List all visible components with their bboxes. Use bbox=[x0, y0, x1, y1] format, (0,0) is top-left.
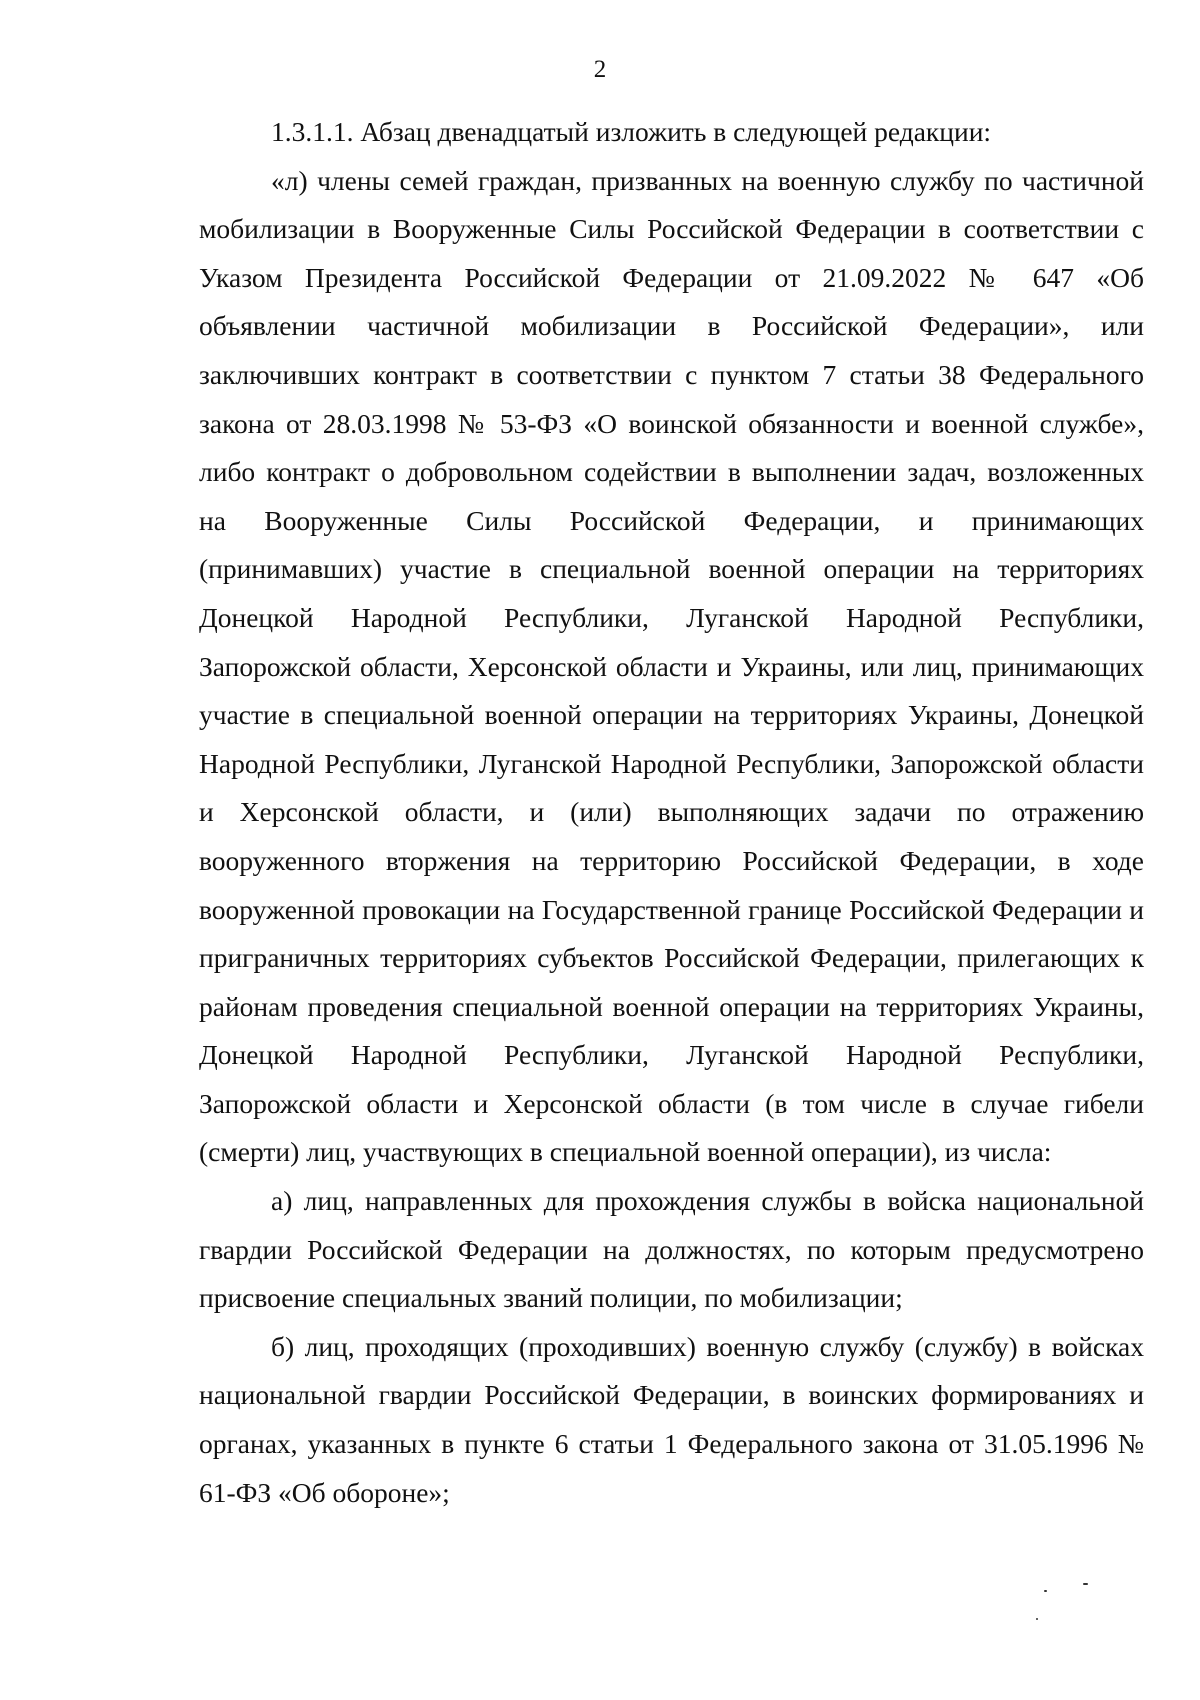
scan-speck bbox=[1083, 1583, 1088, 1585]
paragraph-item-b: б) лиц, проходящих (проходивших) военную службу (службу) в войсках национальной гвардии Российской Федерации, в воинских формированиях и органах, указанных в пункте 6 статьи 1 Федерального закона от 31.05.1996 № 61-ФЗ «Об обороне»; bbox=[199, 1330, 1144, 1508]
scan-speck bbox=[1044, 1590, 1047, 1592]
section-heading: 1.3.1.1. Абзац двенадцатый изложить в следующей редакции: bbox=[271, 116, 992, 147]
page-number: 2 bbox=[593, 56, 607, 83]
scan-speck bbox=[1036, 1618, 1038, 1620]
document-body bbox=[199, 108, 1144, 1517]
paragraph-family-members: «л) члены семей граждан, призванных на военную службу по частичной мобилизации в Вооруженные Силы Российской Федерации в соответствии с Указом Президента Российской Федерации от 21.09.2022 № 647 «Об объявлении частичной мобилизации в Российской Федерации», или заключивших контракт в соответствии с пунктом 7 статьи 38 Федерального закона от 28.03.1998 № 53-ФЗ «О воинской обязанности и военной службе», либо контракт о добровольном содействии в выполнении задач, возложенных на Вооруженные Силы Российской Федерации, и принимающих (принимавших) участие в специальной военной операции на территориях Донецкой Народной Республики, Луганской Народной Республики, Запорожской области, Херсонской области и Украины, или лиц, принимающих участие в специальной военной операции на территориях Украины, Донецкой Народной Республики, Луганской Народной Республики, Запорожской области и Херсонской области, и (или) выполняющих задачи по отражению вооруженного вторжения на территорию Российской Федерации, в ходе вооруженной провокации на Государственной границе Российской Федерации и приграничных территориях субъектов Российской Федерации, прилегающих к районам проведения специальной военной операции на территориях Украины, Донецкой Народной Республики, Луганской Народной Республики, Запорожской области и Херсонской области (в том числе в случае гибели (смерти) лиц, участвующих в специальной военной операции), из числа: bbox=[199, 164, 1144, 1168]
paragraph-item-a: а) лиц, направленных для прохождения службы в войска национальной гвардии Российской Федерации на должностях, по которым предусмотрено присвоение специальных званий полиции, по мобилизации; bbox=[199, 1185, 1144, 1314]
